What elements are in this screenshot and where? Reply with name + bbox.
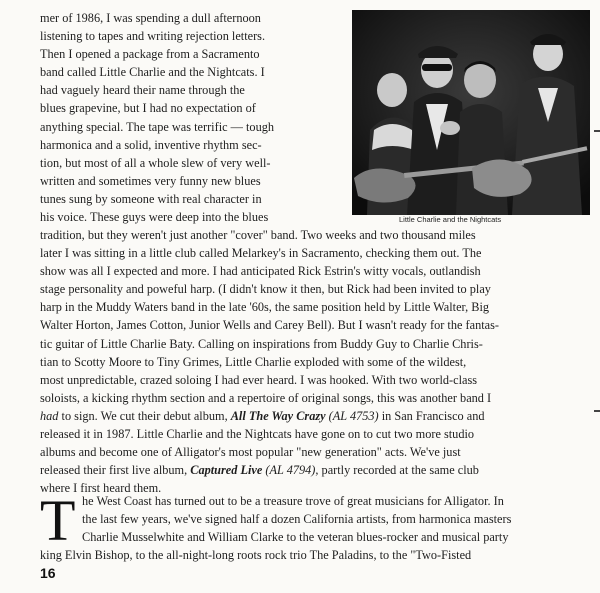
text-line: king Elvin Bishop, to the all-night-long roots rock trio The Paladins, to the "Two-Fisted (40, 548, 472, 563)
text-line: later I was sitting in a little club called Melarkey's in Sacramento, checking them out. The (40, 246, 482, 261)
text-line: albums and become one of Alligator's most popular "new generation" acts. We've just (40, 445, 461, 460)
text-line: listening to tapes and writing rejection letters. (40, 29, 266, 44)
page-number: 16 (40, 565, 56, 581)
photo-caption: Little Charlie and the Nightcats (399, 215, 502, 224)
text-line: soloists, a kicking rhythm section and a repertoire of original songs, this was another band I (40, 390, 492, 405)
text-line: mer of 1986, I was spending a dull afternoon (40, 11, 261, 25)
text-line: Then I opened a package from a Sacramento (40, 47, 260, 62)
catalog-number: (AL 4753) (325, 408, 379, 423)
text-line: he West Coast has turned out to be a treasure trove of great musicians for Alligator. In (82, 494, 504, 508)
text-line: most unpredictable, crazed soloing I had ever heard. I was hooked. With two world-class (40, 372, 478, 387)
text-line: harp in the Muddy Waters band in the late '60s, the same position held by Little Walter, Big (40, 300, 490, 315)
text-line-album-live (40, 461, 588, 479)
text-line: harmonica and a solid, inventive rhythm sec- (40, 137, 262, 152)
text-fragment: to sign. We cut their debut album, (58, 408, 231, 423)
band-photo (352, 10, 590, 215)
text-fragment: released their first live album, (40, 463, 191, 478)
text-line: written and sometimes very funny new blues (40, 173, 261, 188)
edge-mark (594, 410, 600, 412)
album-title: Captured Live (190, 463, 263, 478)
text-line: where I first heard them. (40, 481, 162, 496)
text-line: Walter Horton, James Cotton, Junior Wells and Carey Bell). But I wasn't ready for the fantas- (40, 318, 499, 333)
text-line: tunes sung by someone with real character in (40, 191, 262, 206)
text-line: had vaguely heard their name through the (40, 83, 245, 98)
text-line: blues grapevine, but I had no expectation of (40, 101, 256, 116)
wide-text-column (40, 226, 588, 497)
text-line: his voice. These guys were deep into the blues (40, 210, 269, 225)
album-title: All The Way Crazy (230, 408, 326, 423)
text-line: tion, but most of all a whole slew of very well- (40, 155, 271, 170)
text-line: the last few years, we've signed half a dozen California artists, from harmonica masters (82, 512, 512, 527)
text-line: tic guitar of Little Charlie Baty. Calling on inspirations from Buddy Guy to Charlie Chris- (40, 336, 483, 351)
edge-mark (594, 130, 600, 132)
narrow-text-column (40, 9, 344, 226)
emphasis-had: had (40, 408, 59, 423)
text-line: tradition, but they weren't just another "cover" band. Two weeks and two thousand miles (40, 228, 476, 242)
catalog-number: (AL 4794) (262, 463, 316, 478)
text-line: stage personality and poweful harp. (I didn't know it then, but Rick had been invited to play (40, 282, 491, 297)
text-line: tian to Scotty Moore to Tiny Grimes, Little Charlie exploded with some of the wildest, (40, 354, 467, 369)
text-line: released it in 1987. Little Charlie and the Nightcats have gone on to cut two more studio (40, 427, 475, 442)
text-line: anything special. The tape was terrific — tough (40, 119, 275, 134)
text-line: band called Little Charlie and the Nightcats. I (40, 65, 265, 80)
text-fragment: , partly recorded at the same club (315, 463, 479, 478)
text-line: Charlie Musselwhite and William Clarke to the veteran blues-rocker and musical party (82, 530, 509, 545)
text-line-album-debut (40, 407, 588, 425)
drop-cap: T (40, 488, 76, 553)
text-line: show was all I expected and more. I had anticipated Rick Estrin's witty vocals, outlandish (40, 264, 481, 279)
text-fragment: in San Francisco and (378, 408, 485, 423)
